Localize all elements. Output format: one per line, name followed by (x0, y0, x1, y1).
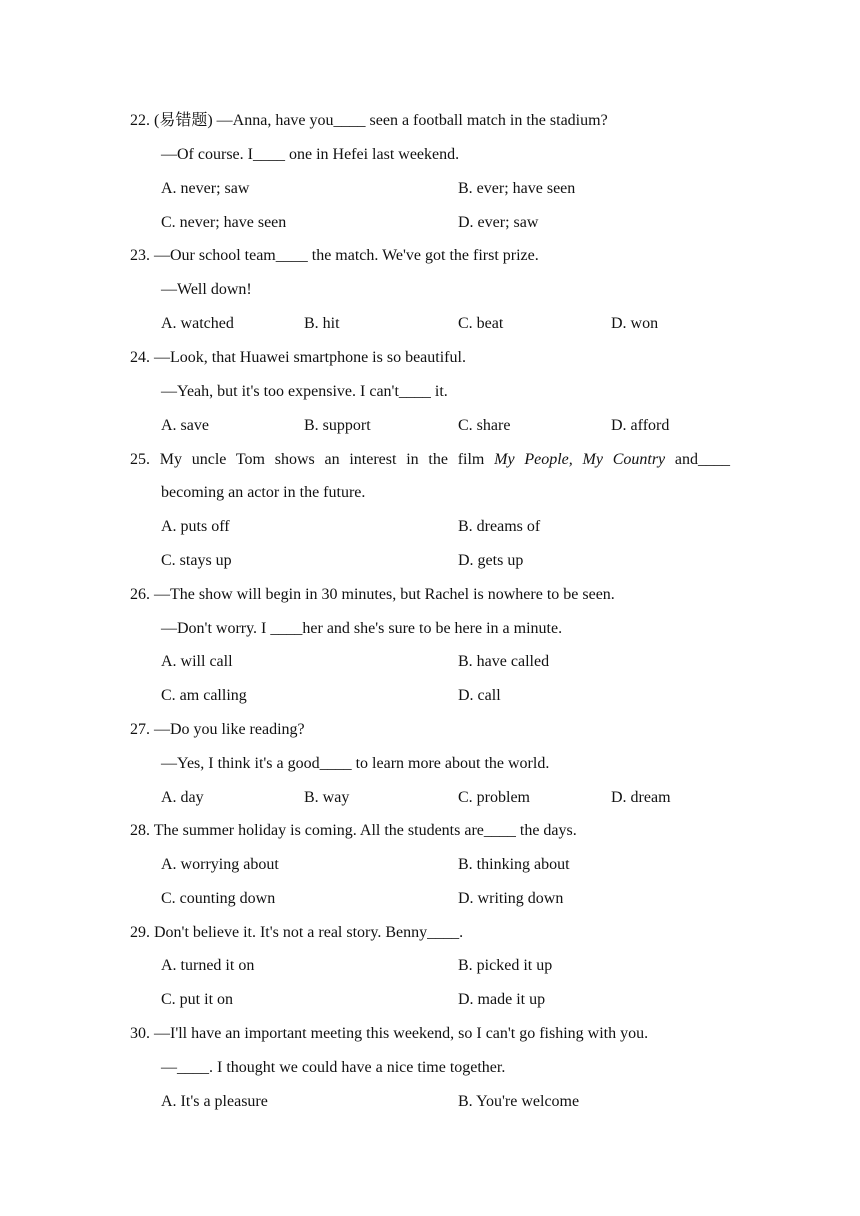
question-26-option-c[interactable]: C. am calling (161, 687, 247, 704)
question-29-option-c[interactable]: C. put it on (161, 991, 234, 1008)
question-28-option-b[interactable]: B. thinking about (458, 856, 570, 873)
question-22-reply: —Of course. I____ one in Hefei last weekend. (161, 146, 460, 163)
question-29-option-a[interactable]: A. turned it on (161, 957, 255, 974)
question-23-option-a[interactable]: A. watched (161, 315, 234, 332)
question-29-option-b[interactable]: B. picked it up (458, 957, 553, 974)
question-30-option-b[interactable]: B. You're welcome (458, 1093, 580, 1110)
question-25-stem-continued: becoming an actor in the future. (161, 484, 366, 501)
question-25-option-b[interactable]: B. dreams of (458, 518, 541, 535)
question-23-stem: 23. —Our school team____ the match. We've got the first prize. (130, 247, 539, 264)
question-25-stem-before: 25. My uncle Tom shows an interest in the film (130, 451, 485, 468)
question-22-option-a[interactable]: A. never; saw (161, 180, 250, 197)
question-28-stem: 28. The summer holiday is coming. All the students are____ the days. (130, 822, 577, 839)
question-26-option-b[interactable]: B. have called (458, 653, 550, 670)
question-30-stem: 30. —I'll have an important meeting this weekend, so I can't go fishing with you. (130, 1025, 649, 1042)
question-23-option-d[interactable]: D. won (611, 315, 659, 332)
question-30-reply: —____. I thought we could have a nice time together. (161, 1059, 506, 1076)
question-28-option-c[interactable]: C. counting down (161, 890, 276, 907)
question-23-option-b[interactable]: B. hit (304, 315, 340, 332)
question-24-option-d[interactable]: D. afford (611, 417, 670, 434)
question-22-stem: 22. (易错题) —Anna, have you____ seen a football match in the stadium? (130, 112, 608, 129)
question-24-option-b[interactable]: B. support (304, 417, 371, 434)
question-24-reply: —Yeah, but it's too expensive. I can't____ it. (161, 383, 448, 400)
film-title: My People, My Country (494, 451, 666, 468)
question-29-option-d[interactable]: D. made it up (458, 991, 546, 1008)
question-25-stem (130, 450, 730, 470)
question-26-option-a[interactable]: A. will call (161, 653, 233, 670)
question-26-stem: 26. —The show will begin in 30 minutes, but Rachel is nowhere to be seen. (130, 586, 615, 603)
question-27-option-d[interactable]: D. dream (611, 789, 671, 806)
question-27-option-b[interactable]: B. way (304, 789, 350, 806)
question-29-stem: 29. Don't believe it. It's not a real story. Benny____. (130, 924, 464, 941)
question-25-option-d[interactable]: D. gets up (458, 552, 524, 569)
question-22-option-d[interactable]: D. ever; saw (458, 214, 539, 231)
question-27-option-a[interactable]: A. day (161, 789, 204, 806)
question-26-option-d[interactable]: D. call (458, 687, 501, 704)
question-22-option-c[interactable]: C. never; have seen (161, 214, 287, 231)
question-27-option-c[interactable]: C. problem (458, 789, 530, 806)
question-22-option-b[interactable]: B. ever; have seen (458, 180, 576, 197)
question-28-option-a[interactable]: A. worrying about (161, 856, 279, 873)
question-27-reply: —Yes, I think it's a good____ to learn more about the world. (161, 755, 550, 772)
question-24-option-a[interactable]: A. save (161, 417, 209, 434)
question-26-reply: —Don't worry. I ____her and she's sure to be here in a minute. (161, 620, 563, 637)
question-23-reply: —Well down! (161, 281, 252, 298)
question-30-option-a[interactable]: A. It's a pleasure (161, 1093, 268, 1110)
question-28-option-d[interactable]: D. writing down (458, 890, 564, 907)
question-25-option-c[interactable]: C. stays up (161, 552, 232, 569)
question-25-option-a[interactable]: A. puts off (161, 518, 230, 535)
question-23-option-c[interactable]: C. beat (458, 315, 504, 332)
question-27-stem: 27. —Do you like reading? (130, 721, 305, 738)
question-24-stem: 24. —Look, that Huawei smartphone is so beautiful. (130, 349, 466, 366)
question-25-stem-after: and____ (674, 451, 731, 468)
question-24-option-c[interactable]: C. share (458, 417, 511, 434)
